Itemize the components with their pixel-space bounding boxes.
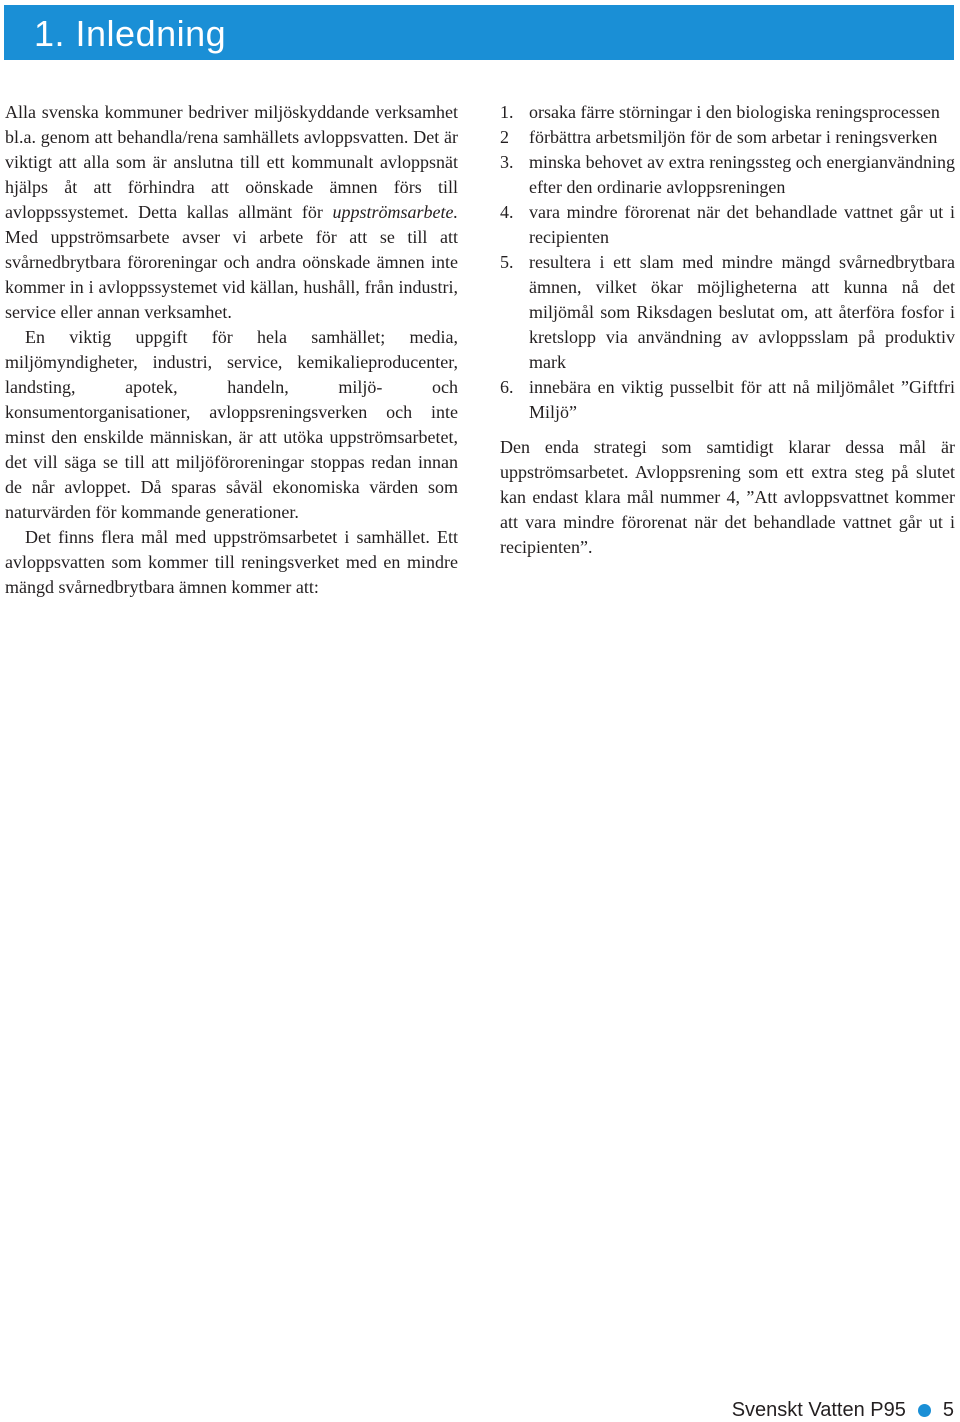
list-item (500, 150, 955, 200)
left-column (5, 100, 458, 600)
bullet-dot-icon (918, 1404, 931, 1417)
list-item-number: 3. (500, 152, 514, 172)
list-spacer (500, 425, 955, 435)
list-item-text: vara mindre förorenat när det behandlade vattnet går ut i recipienten (529, 202, 955, 247)
intro-text-start: Alla svenska kommuner bedriver miljöskyddande verksamhet bl.a. genom att behandla/rena samhällets avloppsvatten. Det är viktigt att alla som är anslutna till ett kommunalt avloppsnät hjälps åt att förhindra att oönskade ämnen förs till avloppssystemet. Detta kallas allmänt för (5, 102, 458, 222)
list-item-number: 6. (500, 377, 514, 397)
list-item-number: 5. (500, 252, 514, 272)
goals-list (500, 100, 955, 425)
list-item-text: minska behovet av extra reningssteg och energianvändning efter den ordinarie avloppsreningen (529, 152, 955, 197)
goals-paragraph: Det finns flera mål med uppströmsarbetet i samhället. Ett avloppsvatten som kommer till reningsverket med en mindre mängd svårnedbrytbara ämnen kommer att: (5, 527, 458, 597)
intro-emphasis: uppströmsarbete. (332, 202, 458, 222)
list-item (500, 100, 955, 125)
intro-paragraph (5, 100, 458, 325)
page-number: 5 (942, 1399, 954, 1421)
list-item-text: resultera i ett slam med mindre mängd svårnedbrytbara ämnen, vilket ökar möjligheterna att kunna nå det miljömål som Riksdagen beslutat om, att återföra fosfor i kretslopp via användning av avloppsslam på produktiv mark (529, 252, 955, 372)
publication-name: Svenskt Vatten P95 (731, 1399, 906, 1421)
right-column (500, 100, 955, 560)
list-item (500, 250, 955, 375)
society-paragraph: En viktig uppgift för hela samhället; media, miljömyndigheter, industri, service, kemikalieproducenter, landsting, apotek, handeln, miljö- och konsumentorganisationer, avloppsreningsverken och inte minst den enskilde människan, är att utöka uppströmsarbetet, det vill säga se till att miljöföroreningar stoppas redan innan de når avloppet. Då sparas såväl ekonomiska värden som naturvärden för kommande generationer. (5, 327, 458, 522)
list-item (500, 200, 955, 250)
page-footer (732, 1398, 954, 1422)
list-item-text: innebära en viktig pusselbit för att nå miljömålet ”Giftfri Miljö” (529, 377, 955, 422)
list-item (500, 125, 955, 150)
chapter-title: 1. Inledning (34, 13, 227, 54)
closing-paragraph: Den enda strategi som samtidigt klarar dessa mål är uppströmsarbetet. Avloppsrening som ett extra steg på slutet kan endast klara mål nummer 4, ”Att avloppsvattnet kommer att vara mindre förorenat när det behandlade vattnet går ut i recipienten”. (500, 437, 955, 557)
list-item-text: orsaka färre störningar i den biologiska reningsprocessen (529, 102, 940, 122)
list-item-number: 4. (500, 202, 514, 222)
list-item-text: förbättra arbetsmiljön för de som arbetar i reningsverken (529, 127, 938, 147)
chapter-header-bar (4, 5, 954, 60)
list-item (500, 375, 955, 425)
list-item-number: 1. (500, 102, 514, 122)
list-item-number: 2 (500, 127, 509, 147)
intro-text-end: Med uppströmsarbete avser vi arbete för att se till att svårnedbrytbara föroreningar och andra oönskade ämnen inte kommer in i avloppssystemet vid källan, hushåll, från industri, service eller annan verksamhet. (5, 227, 458, 322)
